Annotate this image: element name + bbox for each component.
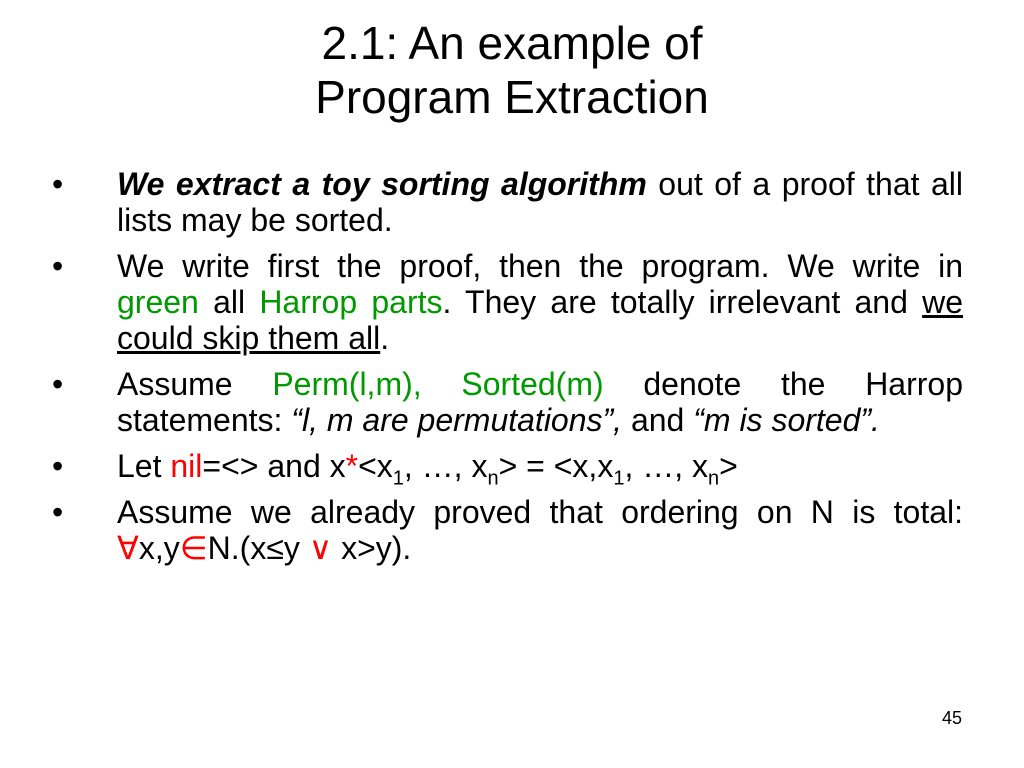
bullet-text: . They are totally irrelevant and (442, 284, 923, 320)
bullet-marker: • (52, 448, 64, 484)
green-text: Perm(l,m), Sorted(m) (272, 366, 604, 402)
green-text: green (117, 284, 199, 320)
bullet-marker: • (52, 166, 64, 202)
bullet-text: all (198, 284, 260, 320)
bullet-item-1 (0, 166, 963, 238)
bullet-list (0, 166, 1024, 576)
bullet-item-3 (0, 366, 963, 438)
bullet-text: Assume (117, 366, 273, 402)
bullet-text: > (719, 448, 738, 484)
bullet-text: Let (117, 448, 171, 484)
bullet-text: out of a proof that all lists may be sorted. (117, 166, 964, 238)
bullet-text: =<> and x (202, 448, 346, 484)
slide-title-line-1: 2.1: An example of (321, 17, 703, 69)
italic-text: “l, m are permutations”, (291, 402, 623, 438)
emphasized-text: We extract a toy sorting algorithm (117, 166, 647, 202)
slide-title (0, 16, 1024, 124)
leq-symbol: ≤ (266, 530, 284, 566)
bullet-text: and (622, 402, 694, 438)
bullet-text: denote the Harrop statements: (117, 366, 963, 438)
bullet-marker: • (52, 248, 64, 284)
bullet-text: , …, x (403, 448, 488, 484)
bullet-text: Assume we already proved that ordering on N is total: (117, 494, 963, 530)
bullet-text: y (283, 530, 309, 566)
bullet-text: <x (358, 448, 393, 484)
bullet-text: > = <x,x (498, 448, 614, 484)
bullet-marker: • (52, 366, 64, 402)
bullet-text: x,y (138, 530, 180, 566)
bullet-marker: • (52, 494, 64, 530)
forall-symbol: ∀ (117, 530, 139, 566)
subscript: n (708, 467, 720, 490)
red-text: nil (170, 448, 203, 484)
bullet-text: We write first the proof, then the program. We write in (117, 248, 963, 284)
bullet-text: . (380, 320, 390, 356)
slide-title-line-2: Program Extraction (315, 71, 709, 123)
element-of-symbol: ∈ (179, 530, 208, 566)
bullet-item-2 (0, 248, 963, 356)
bullet-item-5 (0, 494, 963, 566)
bullet-text: x>y). (332, 530, 412, 566)
bullet-text: , …, x (624, 448, 708, 484)
page-number: 45 (941, 708, 962, 728)
subscript: n (487, 467, 499, 490)
green-text: Harrop parts (259, 284, 443, 320)
bullet-item-4 (0, 448, 963, 490)
underlined-text: we could skip them all (117, 284, 964, 356)
subscript: 1 (613, 467, 625, 490)
or-symbol: ∨ (308, 530, 333, 566)
bullet-text: N.(x (207, 530, 267, 566)
italic-text: “m is sorted”. (693, 402, 880, 438)
red-star: * (345, 448, 359, 484)
subscript: 1 (392, 467, 404, 490)
